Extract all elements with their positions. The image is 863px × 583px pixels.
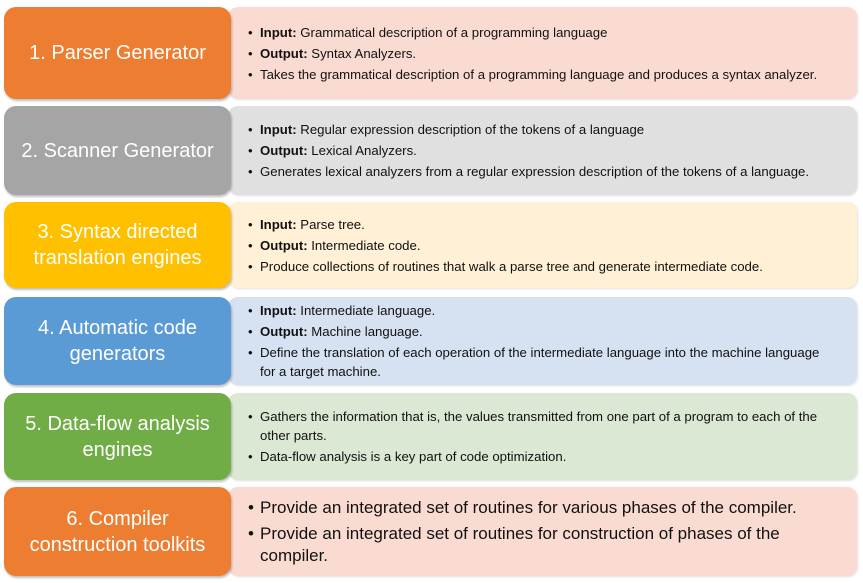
bullet-text: Syntax Analyzers. — [307, 45, 417, 61]
bullet-text: Parse tree. — [296, 216, 365, 232]
category-box — [4, 106, 231, 195]
bullet-item — [248, 497, 835, 519]
bullet-list — [248, 106, 835, 195]
category-label: 5. Data-flow analysis engines — [25, 412, 210, 461]
bullet-item — [248, 523, 835, 567]
bullet-text: Generates lexical analyzers from a regular expression description of the tokens of a language. — [260, 164, 810, 179]
bullet-icon: • — [248, 303, 253, 318]
bullet-icon: • — [248, 66, 253, 82]
category-box — [4, 487, 231, 576]
bullet-text: Lexical Analyzers. — [307, 143, 417, 158]
bullet-text: Produce collections of routines that walk a parse tree and generate intermediate code. — [260, 258, 763, 274]
bullet-icon: • — [248, 409, 253, 424]
bullet-item — [248, 23, 835, 42]
bullet-keyword: Input: — [260, 216, 297, 232]
bullet-list — [248, 7, 835, 99]
category-label: 2. Scanner Generator — [21, 139, 214, 162]
bullet-text: Gathers the information that is, the values transmitted from one part of a program to each of the other parts. — [260, 409, 818, 443]
bullet-item — [248, 215, 835, 234]
category-box — [4, 7, 231, 99]
bullet-text: Takes the grammatical description of a programming language and produces a syntax analyzer. — [260, 66, 818, 82]
bullet-text: Provide an integrated set of routines for construction of phases of the compiler. — [260, 523, 780, 565]
category-label: 1. Parser Generator — [29, 42, 206, 64]
bullet-icon: • — [248, 216, 253, 232]
category-label: 4. Automatic code generators — [38, 317, 197, 365]
bullet-icon: • — [248, 24, 253, 40]
bullet-text: Intermediate code. — [307, 237, 421, 253]
bullet-item — [248, 301, 835, 320]
bullet-text: Machine language. — [307, 324, 423, 339]
bullet-item — [248, 65, 835, 84]
category-box — [4, 202, 231, 288]
bullet-keyword: Output: — [260, 324, 308, 339]
bullet-icon: • — [248, 258, 253, 274]
category-label: 6. Compiler construction toolkits — [29, 507, 206, 556]
bullet-keyword: Input: — [260, 303, 297, 318]
bullet-icon: • — [248, 143, 253, 158]
row-data-flow-analysis — [0, 393, 863, 480]
bullet-icon: • — [248, 497, 254, 517]
bullet-icon: • — [248, 164, 253, 179]
bullet-icon: • — [248, 449, 253, 464]
category-box — [4, 393, 231, 480]
bullet-text: Data-flow analysis is a key part of code optimization. — [260, 449, 567, 464]
bullet-item — [248, 322, 835, 341]
bullet-item — [248, 120, 835, 139]
bullet-keyword: Input: — [260, 122, 297, 137]
bullet-icon: • — [248, 122, 253, 137]
bullet-list — [248, 297, 835, 385]
bullet-text: Intermediate language. — [296, 303, 436, 318]
bullet-keyword: Output: — [260, 237, 308, 253]
bullet-icon: • — [248, 45, 253, 61]
bullet-item — [248, 44, 835, 63]
bullet-icon: • — [248, 345, 253, 360]
bullet-text: Regular expression description of the tokens of a language — [296, 122, 645, 137]
bullet-item — [248, 141, 835, 160]
bullet-item — [248, 447, 835, 466]
row-syntax-directed-translation — [0, 202, 863, 288]
bullet-list — [248, 393, 835, 480]
row-compiler-construction-toolkits — [0, 487, 863, 576]
row-parser-generator — [0, 7, 863, 99]
bullet-keyword: Output: — [260, 143, 308, 158]
row-automatic-code-generators — [0, 297, 863, 385]
bullet-item — [248, 407, 835, 445]
bullet-keyword: Input: — [260, 24, 297, 40]
bullet-icon: • — [248, 237, 253, 253]
bullet-item — [248, 162, 835, 181]
category-box — [4, 297, 231, 385]
bullet-text: Grammatical description of a programming language — [296, 24, 608, 40]
bullet-item — [248, 343, 835, 381]
bullet-list — [248, 487, 835, 576]
bullet-text: Define the translation of each operation of the intermediate language into the machine language for a target machine. — [260, 345, 820, 379]
category-label: 3. Syntax directed translation engines — [33, 221, 202, 269]
bullet-list — [248, 202, 835, 288]
bullet-item — [248, 236, 835, 255]
row-scanner-generator — [0, 106, 863, 195]
bullet-item — [248, 257, 835, 276]
bullet-keyword: Output: — [260, 45, 308, 61]
bullet-icon: • — [248, 523, 254, 543]
bullet-icon: • — [248, 324, 253, 339]
bullet-text: Provide an integrated set of routines for various phases of the compiler. — [260, 497, 797, 517]
